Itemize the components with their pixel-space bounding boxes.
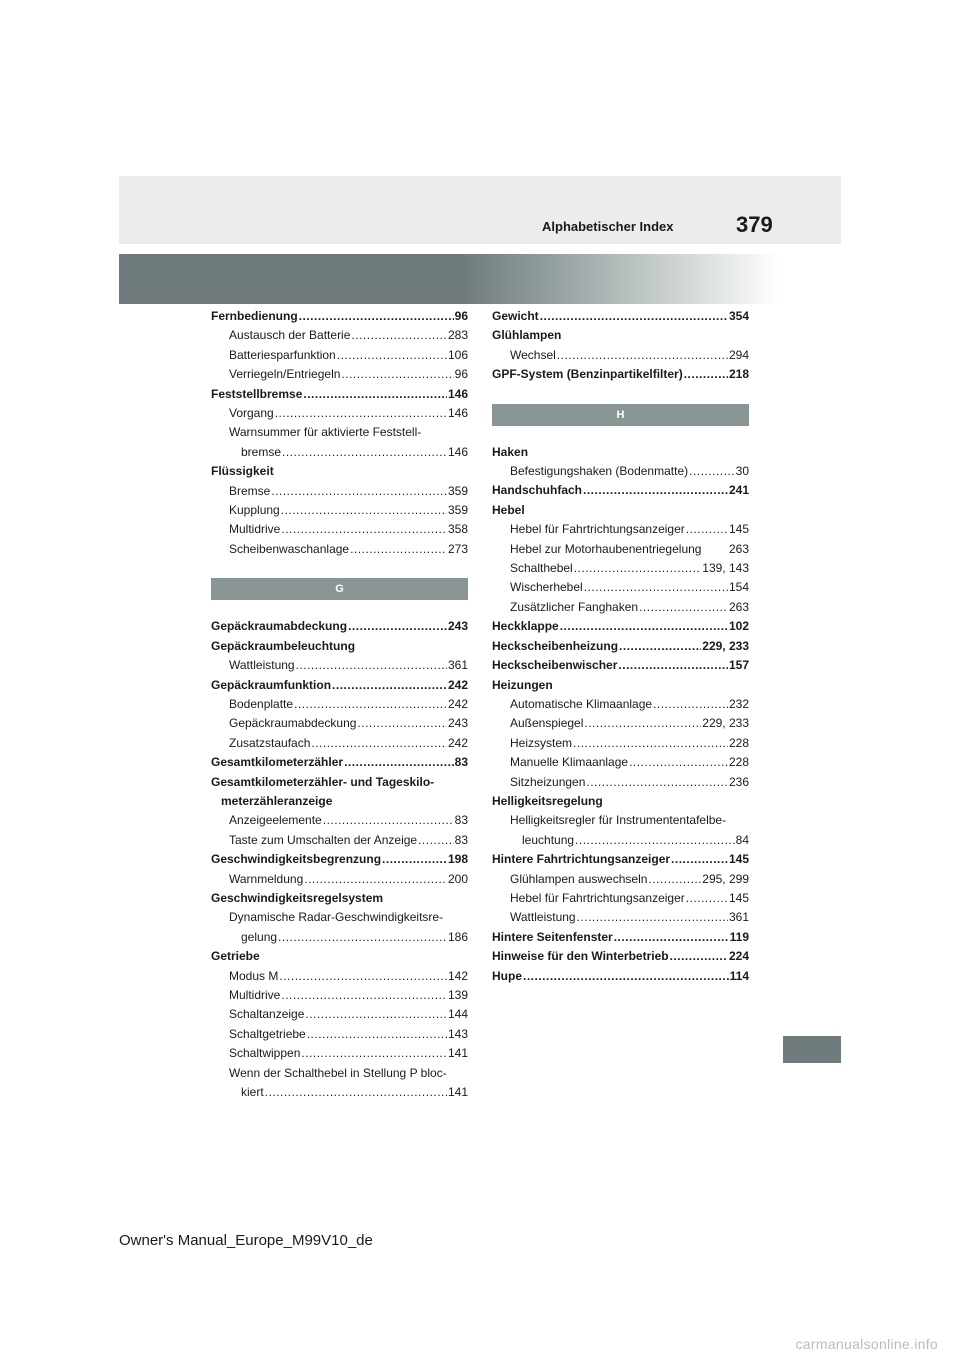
- entry-term: Wattleistung: [229, 658, 295, 673]
- dot-leader: [653, 695, 728, 714]
- index-entry[interactable]: [492, 578, 749, 597]
- dot-leader: [573, 734, 728, 753]
- entry-term: Außenspiegel: [510, 716, 584, 731]
- entry-term: Handschuhfach: [492, 483, 583, 498]
- dot-leader: [684, 365, 728, 384]
- index-heading: Haken: [492, 444, 529, 459]
- entry-term: leuchtung: [522, 832, 575, 847]
- index-heading: Gesamtkilometerzähler- und Tageskilo-: [211, 774, 435, 789]
- dot-leader: [618, 656, 728, 675]
- dot-leader: [560, 617, 728, 636]
- index-heading: Helligkeitsregelung: [492, 793, 603, 808]
- entry-page: 83: [454, 813, 468, 828]
- dot-leader: [418, 831, 454, 850]
- entry-page: 145: [728, 522, 749, 537]
- dot-leader: [382, 850, 447, 869]
- index-entry[interactable]: [492, 714, 749, 733]
- dot-leader: [540, 307, 728, 326]
- dot-leader: [299, 307, 454, 326]
- entry-term: Hebel für Fahrtrichtungsanzeiger: [510, 890, 685, 905]
- gradient-banner: [119, 254, 779, 304]
- index-entry[interactable]: [211, 714, 468, 733]
- entry-term: Hebel für Fahrtrichtungsanzeiger: [510, 522, 685, 537]
- entry-page: 200: [447, 871, 468, 886]
- index-entry[interactable]: [211, 734, 468, 753]
- dot-leader: [629, 753, 728, 772]
- entry-term: Zusatzstaufach: [229, 735, 311, 750]
- entry-page: 141: [447, 1085, 468, 1100]
- entry-term: Heckklappe: [492, 619, 559, 634]
- index-heading: Geschwindigkeitsregelsystem: [211, 890, 384, 905]
- dot-leader: [670, 947, 728, 966]
- chapter-tab: [783, 1036, 841, 1063]
- entry-term: Scheibenwaschanlage: [229, 541, 350, 556]
- index-heading: Flüssigkeit: [211, 464, 274, 479]
- index-entry[interactable]: [492, 773, 749, 792]
- index-entry[interactable]: [211, 753, 468, 772]
- entry-term: Glühlampen auswechseln: [510, 871, 648, 886]
- entry-term: Gepäckraumabdeckung: [211, 619, 348, 634]
- index-entry[interactable]: [492, 617, 749, 636]
- entry-page: 146: [447, 406, 468, 421]
- index-entry[interactable]: [211, 1025, 468, 1044]
- entry-term: Heizsystem: [510, 735, 573, 750]
- dot-leader: [648, 870, 701, 889]
- section-title: Alphabetischer Index: [542, 219, 674, 234]
- index-entry[interactable]: [211, 617, 468, 636]
- entry-page: 241: [728, 483, 749, 498]
- entry-page: 236: [728, 774, 749, 789]
- dot-leader: [341, 365, 453, 384]
- index-entry[interactable]: [492, 598, 749, 617]
- index-entry[interactable]: [211, 850, 468, 869]
- entry-page: 146: [447, 444, 468, 459]
- index-entry[interactable]: [492, 850, 749, 869]
- index-entry[interactable]: [211, 656, 468, 675]
- index-entry[interactable]: [492, 540, 749, 559]
- dot-leader: [279, 967, 447, 986]
- dot-leader: [686, 889, 728, 908]
- entry-term: Hintere Fahrtrichtungsanzeiger: [492, 852, 671, 867]
- entry-page: 142: [447, 968, 468, 983]
- index-entry[interactable]: [492, 734, 749, 753]
- entry-term: Fernbedienung: [211, 309, 298, 323]
- entry-term: Batteriesparfunktion: [229, 347, 336, 362]
- letter-divider-h: H: [492, 404, 749, 426]
- dot-leader: [586, 773, 728, 792]
- dot-leader: [296, 656, 447, 675]
- index-entry[interactable]: [211, 404, 468, 423]
- dot-leader: [614, 928, 729, 947]
- page-number: 379: [736, 212, 773, 237]
- index-heading: Heizungen: [492, 677, 553, 692]
- dot-leader: [337, 346, 447, 365]
- entry-page: 359: [447, 483, 468, 498]
- dot-leader: [671, 850, 728, 869]
- dot-leader: [523, 967, 729, 986]
- index-entry[interactable]: [211, 928, 468, 947]
- dot-leader: [303, 385, 447, 404]
- index-entry[interactable]: [211, 1083, 468, 1102]
- entry-term: Automatische Klimaanlage: [510, 696, 653, 711]
- entry-term: gelung: [241, 929, 278, 944]
- index-entry[interactable]: [492, 947, 749, 966]
- entry-page: 144: [447, 1007, 468, 1022]
- entry-term: Schalthebel: [510, 561, 573, 576]
- entry-page: 218: [728, 367, 749, 382]
- index-heading: Glühlampen: [492, 328, 562, 343]
- entry-term: Schaltgetriebe: [229, 1026, 306, 1041]
- index-entry[interactable]: [211, 520, 468, 539]
- dot-leader: [281, 520, 447, 539]
- watermark: carmanualsonline.info: [795, 1336, 938, 1352]
- entry-page: 157: [728, 658, 749, 673]
- dot-leader: [305, 1005, 447, 1024]
- index-entry[interactable]: [211, 986, 468, 1005]
- dot-leader: [557, 346, 728, 365]
- dot-leader: [350, 540, 447, 559]
- entry-page: 229, 233: [702, 638, 749, 653]
- index-block-f: [211, 307, 468, 559]
- entry-page: 30: [735, 464, 749, 479]
- entry-page: 96: [454, 309, 468, 323]
- entry-page: 263: [728, 599, 749, 614]
- index-entry[interactable]: [211, 1005, 468, 1024]
- entry-term: Multidrive: [229, 988, 281, 1002]
- index-entry[interactable]: [211, 385, 468, 404]
- entry-term: Gepäckraumabdeckung: [229, 716, 357, 731]
- entry-term: Taste zum Umschalten der Anzeige: [229, 832, 418, 847]
- index-entry-wrapped: Warnsummer für aktivierte Feststell-: [229, 425, 422, 440]
- index-entry[interactable]: [492, 908, 749, 927]
- letter-divider-g: G: [211, 578, 468, 600]
- entry-page: 139, 143: [702, 561, 749, 576]
- entry-term: Warnmeldung: [229, 871, 304, 886]
- index-entry[interactable]: [211, 831, 468, 850]
- entry-page: 358: [447, 522, 468, 537]
- entry-page: 294: [728, 347, 749, 362]
- entry-term: Wischerhebel: [510, 580, 583, 595]
- entry-page: 106: [447, 347, 468, 362]
- dot-leader: [686, 520, 728, 539]
- entry-term: Hupe: [492, 968, 522, 983]
- entry-page: 228: [728, 755, 749, 770]
- dot-leader: [282, 443, 447, 462]
- entry-term: Befestigungshaken (Bodenmatte): [510, 464, 689, 479]
- entry-page: 361: [447, 658, 468, 673]
- entry-page: 295, 299: [702, 871, 749, 886]
- entry-page: 224: [728, 949, 749, 964]
- index-entry[interactable]: [492, 967, 749, 986]
- entry-term: Manuelle Klimaanlage: [510, 755, 629, 770]
- index-entry[interactable]: [492, 365, 749, 384]
- entry-page: 145: [728, 852, 749, 867]
- dot-leader: [344, 753, 454, 772]
- index-entry[interactable]: [492, 481, 749, 500]
- entry-term: Multidrive: [229, 522, 281, 537]
- index-entry[interactable]: [211, 540, 468, 559]
- entry-page: 83: [454, 755, 468, 770]
- index-entry[interactable]: [211, 307, 468, 326]
- entry-page: 228: [728, 735, 749, 750]
- index-entry[interactable]: [211, 1044, 468, 1063]
- index-entry[interactable]: [211, 811, 468, 830]
- index-column-right: [492, 307, 749, 986]
- entry-page: 145: [728, 890, 749, 905]
- index-entry[interactable]: [211, 346, 468, 365]
- entry-term: GPF-System (Benzinpartikelfilter): [492, 367, 683, 382]
- index-heading-continued: meterzähleranzeige: [221, 793, 333, 808]
- index-entry[interactable]: [492, 695, 749, 714]
- index-entry[interactable]: [211, 326, 468, 345]
- entry-page: 243: [447, 619, 468, 634]
- entry-term: Bodenplatte: [229, 696, 294, 711]
- index-entry[interactable]: [492, 656, 749, 675]
- index-entry[interactable]: [211, 967, 468, 986]
- entry-page: 154: [728, 580, 749, 595]
- index-entry[interactable]: [492, 637, 749, 656]
- entry-page: 83: [454, 832, 468, 847]
- entry-term: Kupplung: [229, 503, 280, 518]
- dot-leader: [619, 637, 701, 656]
- entry-term: bremse: [241, 444, 282, 459]
- entry-page: 96: [454, 367, 468, 382]
- index-entry[interactable]: [492, 928, 749, 947]
- dot-leader: [351, 326, 447, 345]
- entry-term: Wattleistung: [510, 910, 576, 925]
- entry-page: 119: [729, 929, 749, 944]
- entry-term: Vorgang: [229, 406, 274, 421]
- index-entry[interactable]: [211, 443, 468, 462]
- index-entry[interactable]: [492, 520, 749, 539]
- entry-term: Sitzheizungen: [510, 774, 586, 789]
- entry-page: 141: [447, 1046, 468, 1061]
- entry-page: 263: [728, 541, 749, 556]
- index-column-left: [211, 307, 468, 1102]
- index-block-g: [211, 617, 468, 1102]
- entry-term: Anzeigeelemente: [229, 813, 322, 828]
- dot-leader: [583, 481, 728, 500]
- entry-page: 361: [728, 910, 749, 925]
- index-entry[interactable]: [492, 559, 749, 578]
- index-entry[interactable]: [492, 346, 749, 365]
- entry-page: 283: [447, 328, 468, 343]
- dot-leader: [275, 404, 447, 423]
- dot-leader: [304, 870, 447, 889]
- dot-leader: [574, 559, 702, 578]
- index-entry[interactable]: [492, 889, 749, 908]
- entry-page: 114: [729, 968, 749, 983]
- entry-page: 359: [447, 503, 468, 518]
- entry-term: Geschwindigkeitsbegrenzung: [211, 852, 382, 867]
- entry-page: 242: [447, 677, 468, 692]
- footer-manual-id: Owner's Manual_Europe_M99V10_de: [119, 1232, 373, 1249]
- entry-page: 229, 233: [702, 716, 749, 731]
- entry-term: Hebel zur Motorhaubenentriegelung: [510, 541, 702, 556]
- entry-term: Austausch der Batterie: [229, 328, 351, 343]
- index-entry[interactable]: [211, 870, 468, 889]
- index-entry[interactable]: [211, 365, 468, 384]
- entry-term: Gepäckraumfunktion: [211, 677, 332, 692]
- entry-term: Schaltwippen: [229, 1046, 301, 1061]
- dot-leader: [281, 986, 447, 1005]
- index-heading: Getriebe: [211, 949, 260, 964]
- index-entry[interactable]: [492, 831, 749, 850]
- dot-leader: [311, 734, 447, 753]
- dot-leader: [278, 928, 447, 947]
- entry-page: 243: [447, 716, 468, 731]
- index-entry[interactable]: [492, 307, 749, 326]
- dot-leader: [639, 598, 728, 617]
- entry-term: Hinweise für den Winterbetrieb: [492, 949, 669, 964]
- entry-term: Zusätzlicher Fanghaken: [510, 599, 639, 614]
- entry-page: 84: [735, 832, 749, 847]
- index-entry[interactable]: [211, 676, 468, 695]
- entry-term: Bremse: [229, 483, 271, 498]
- dot-leader: [357, 714, 447, 733]
- entry-page: 139: [447, 988, 468, 1002]
- index-heading: Hebel: [492, 502, 525, 517]
- index-entry-wrapped: Helligkeitsregler für Instrumententafelbe-: [510, 813, 727, 828]
- index-entry[interactable]: [492, 870, 749, 889]
- index-block-h: [492, 443, 749, 986]
- entry-term: Heckscheibenwischer: [492, 658, 618, 673]
- entry-page: 102: [728, 619, 749, 634]
- dot-leader: [575, 831, 735, 850]
- dot-leader: [281, 501, 447, 520]
- dot-leader: [265, 1083, 447, 1102]
- dot-leader: [689, 462, 735, 481]
- index-entry[interactable]: [211, 482, 468, 501]
- index-entry[interactable]: [211, 501, 468, 520]
- dot-leader: [301, 1044, 447, 1063]
- entry-term: kiert: [241, 1085, 264, 1100]
- index-entry[interactable]: [492, 753, 749, 772]
- entry-page: 354: [728, 309, 749, 323]
- entry-term: Gesamtkilometerzähler: [211, 755, 344, 770]
- entry-page: 146: [447, 386, 468, 401]
- entry-page: 232: [728, 696, 749, 711]
- entry-term: Schaltanzeige: [229, 1007, 305, 1022]
- dot-leader: [584, 714, 701, 733]
- dot-leader: [348, 617, 447, 636]
- entry-term: Verriegeln/Entriegeln: [229, 367, 341, 382]
- index-entry[interactable]: [492, 462, 749, 481]
- dot-leader: [577, 908, 728, 927]
- entry-term: Wechsel: [510, 347, 556, 362]
- entry-page: 242: [447, 735, 468, 750]
- entry-term: Feststellbremse: [211, 386, 303, 401]
- index-block-g-continued: [492, 307, 749, 385]
- entry-term: Hintere Seitenfenster: [492, 929, 613, 944]
- entry-page: 186: [447, 929, 468, 944]
- dot-leader: [307, 1025, 447, 1044]
- header-band: [119, 176, 841, 244]
- entry-term: Gewicht: [492, 309, 539, 323]
- entry-page: 143: [447, 1026, 468, 1041]
- entry-page: 242: [447, 696, 468, 711]
- dot-leader: [294, 695, 447, 714]
- entry-page: 198: [447, 852, 468, 867]
- dot-leader: [332, 676, 447, 695]
- dot-leader: [584, 578, 728, 597]
- dot-leader: [271, 482, 447, 501]
- entry-term: Heckscheibenheizung: [492, 638, 619, 653]
- entry-page: 273: [447, 541, 468, 556]
- index-entry-wrapped: Dynamische Radar-Geschwindigkeitsre-: [229, 910, 444, 925]
- index-heading: Gepäckraumbeleuchtung: [211, 638, 356, 653]
- entry-term: Modus M: [229, 968, 279, 983]
- index-entry-wrapped: Wenn der Schalthebel in Stellung P bloc-: [229, 1065, 447, 1080]
- dot-leader: [323, 811, 454, 830]
- index-entry[interactable]: [211, 695, 468, 714]
